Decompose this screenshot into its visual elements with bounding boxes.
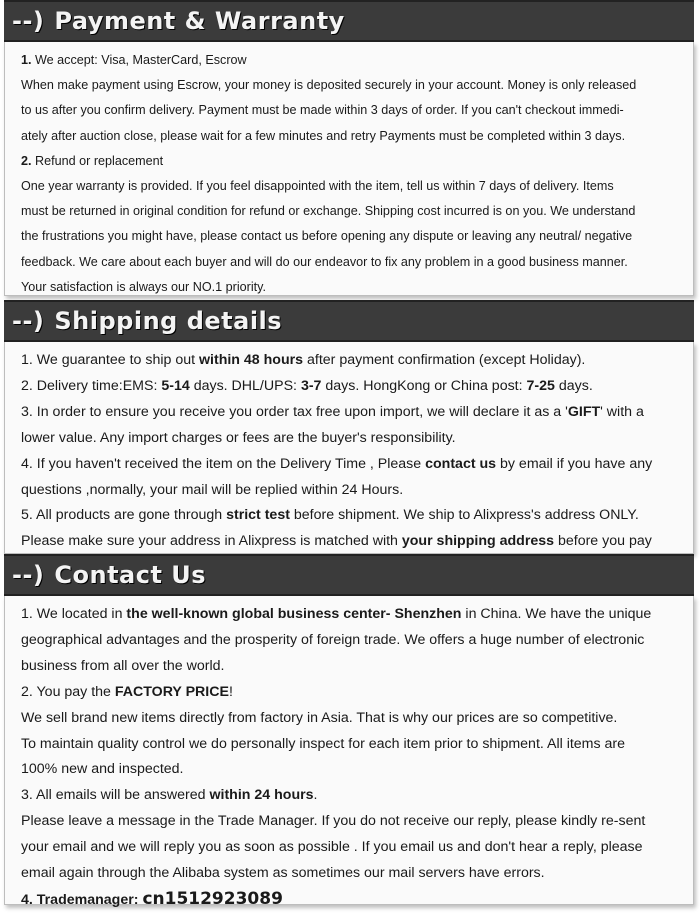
shipping-line (21, 478, 693, 504)
text-segment: 2. Delivery time:EMS: (21, 377, 162, 394)
text-segment: One year warranty is provided. If you feel disappointed with the item, tell us within 7 days of delivery. Items (21, 179, 614, 194)
contact-line (21, 835, 693, 861)
contact-line (21, 602, 693, 628)
payment-warranty-header (4, 0, 694, 42)
arrow-glyph: --) (12, 561, 45, 589)
text-segment: 2. You pay the (21, 683, 115, 700)
payment-line (21, 199, 693, 224)
payment-line (21, 98, 693, 123)
contact-line (21, 757, 693, 783)
text-segment: ately after auction close, please wait for a few minutes and retry Payments must be completed within 3 days. (21, 128, 626, 143)
text-segment: days. HongKong or China post: (321, 377, 527, 394)
payment-line (21, 224, 693, 249)
trademanager-id: cn1512923089 (142, 888, 283, 909)
text-segment: 1. We guarantee to ship out (21, 352, 199, 368)
text-segment: days. DHL/UPS: (189, 377, 301, 394)
text-segment: by email if you have any (496, 455, 653, 472)
text-segment: 4. Trademanager: (21, 891, 143, 908)
arrow-glyph: --) (12, 307, 45, 335)
payment-warranty-body (4, 42, 694, 296)
contact-us-header (4, 554, 694, 596)
shipping-details-body (4, 342, 694, 554)
text-segment: lower value. Any import charges or fees are the buyer's responsibility. (21, 429, 456, 446)
text-segment: must be returned in original condition for refund or exchange. Shipping cost incurred is on you. We understand (21, 204, 636, 219)
payment-line (21, 149, 693, 174)
shipping-line (21, 374, 693, 400)
text-segment: to us after you confirm delivery. Payment must be made within 3 days of order. If you can't checkout immedi- (21, 103, 624, 118)
text-segment: email again through the Alibaba system as sometimes our mail servers have errors. (21, 865, 545, 882)
payment-warranty-title: Payment & Warranty (54, 7, 345, 35)
shipping-details-section (4, 300, 694, 554)
contact-line (21, 809, 693, 835)
shipping-line (21, 348, 693, 374)
shipping-line (21, 503, 693, 529)
text-segment: your shipping address (401, 533, 555, 550)
text-segment: 1. (21, 53, 36, 67)
payment-line (21, 73, 693, 98)
shipping-line (21, 529, 693, 555)
contact-line (21, 783, 693, 809)
contact-line (21, 861, 693, 887)
text-segment: geographical advantages and the prosperity of foreign trade. We offers a huge number of electronic (21, 631, 645, 648)
text-segment: 5. All products are gone through (21, 507, 227, 524)
payment-line (21, 124, 693, 149)
text-segment: ' with a (600, 403, 644, 420)
shipping-line (21, 426, 693, 452)
contact-us-title: Contact Us (54, 561, 207, 589)
text-segment: your email and we will reply you as soon as possible . If you email us and don't hear a reply, please (21, 839, 643, 856)
text-segment: Refund or replacement (35, 153, 164, 168)
contact-us-body (4, 596, 694, 909)
contact-line (21, 887, 693, 914)
text-segment: We accept: Visa, MasterCard, Escrow (35, 53, 247, 67)
text-segment: before you pay (554, 533, 652, 550)
text-segment: within 48 hours (199, 352, 304, 368)
text-segment: Please leave a message in the Trade Manager. If you do not receive our reply, please kindly re-sent (21, 813, 646, 830)
text-segment: 3. In order to ensure you receive you order tax free upon import, we will declare it as a ' (21, 403, 568, 420)
text-segment: the frustrations you might have, please contact us before opening any dispute or leaving any neutral/ negative (21, 229, 633, 244)
text-segment: We sell brand new items directly from factory in Asia. That is why our prices are so competitive. (21, 709, 618, 726)
shipping-details-header (4, 300, 694, 342)
text-segment: days. (554, 377, 593, 394)
text-segment: in China. We have the unique (461, 606, 652, 622)
text-segment: 2. (21, 153, 36, 168)
text-segment: business from all over the world. (21, 657, 225, 674)
text-segment: GIFT (567, 403, 601, 420)
text-segment: after payment confirmation (except Holiday). (303, 352, 586, 368)
text-segment: . (313, 787, 318, 804)
text-segment: 3. All emails will be answered (21, 787, 210, 804)
text-segment: 3-7 (300, 377, 322, 394)
text-segment: Your satisfaction is always our NO.1 priority. (21, 279, 266, 294)
shipping-details-title: Shipping details (54, 307, 283, 335)
text-segment: ! (228, 683, 233, 700)
payment-line (21, 174, 693, 199)
shipping-line (21, 452, 693, 478)
contact-us-section (4, 554, 694, 909)
contact-line (21, 628, 693, 654)
text-segment: 5-14 (161, 377, 190, 394)
text-segment: Please make sure your address in Alixpress is matched with (21, 533, 402, 550)
shipping-line (21, 400, 693, 426)
text-segment: the well-known global business center- Shenzhen (126, 606, 462, 622)
payment-line (21, 275, 693, 300)
text-segment: within 24 hours (209, 787, 314, 804)
payment-warranty-section (4, 0, 694, 296)
text-segment: 4. If you haven't received the item on the Delivery Time , Please (21, 455, 426, 472)
text-segment: When make payment using Escrow, your money is deposited securely in your account. Money is only released (21, 78, 637, 93)
text-segment: before shipment. We ship to Alixpress's address ONLY. (289, 507, 639, 524)
text-segment: To maintain quality control we do personally inspect for each item prior to shipment. All items are (21, 735, 626, 752)
contact-line (21, 680, 693, 706)
text-segment: 100% new and inspected. (21, 761, 184, 778)
arrow-glyph: --) (12, 7, 45, 35)
contact-line (21, 706, 693, 732)
text-segment: questions ,normally, your mail will be replied within 24 Hours. (21, 481, 404, 498)
payment-line (21, 250, 693, 275)
text-segment: 1. We located in (21, 606, 127, 622)
payment-line (21, 48, 693, 73)
contact-line (21, 732, 693, 758)
text-segment: strict test (226, 507, 290, 524)
text-segment: feedback. We care about each buyer and will do our endeavor to fix any problem in a good business manner. (21, 254, 628, 269)
text-segment: FACTORY PRICE (114, 683, 229, 700)
contact-line (21, 654, 693, 680)
text-segment: 7-25 (526, 377, 555, 394)
text-segment: contact us (425, 455, 497, 472)
